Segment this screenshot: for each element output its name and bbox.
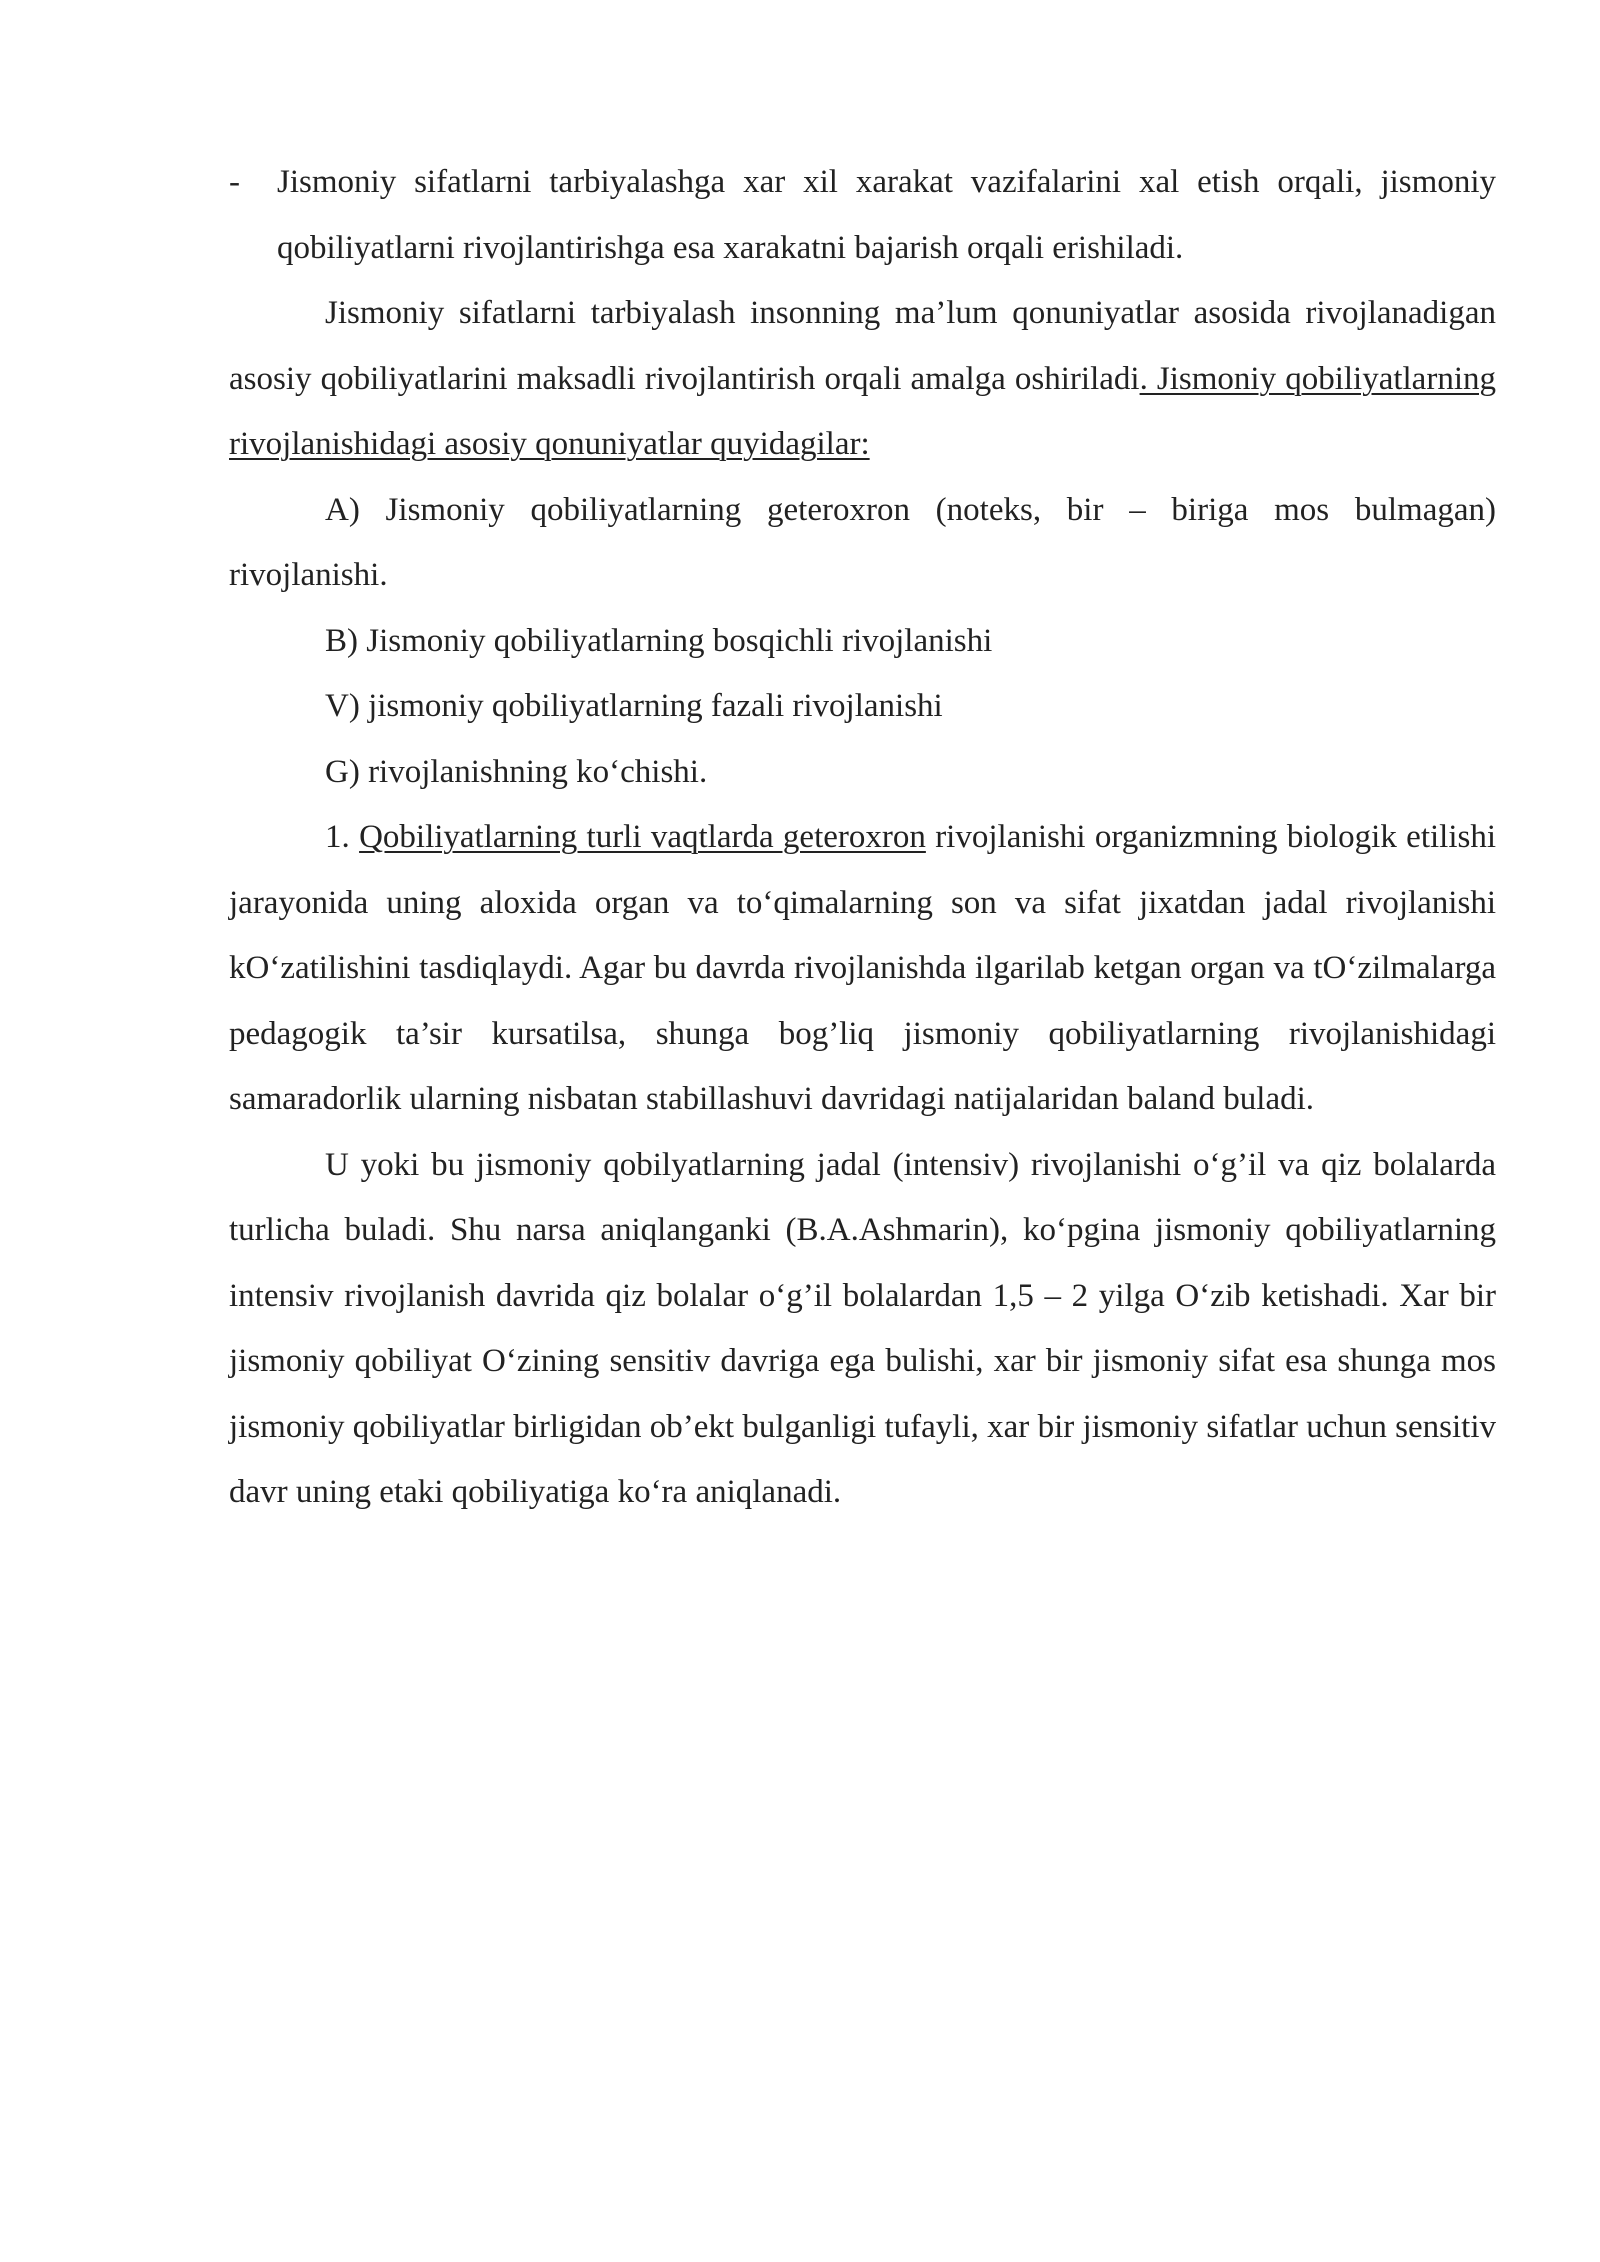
- paragraph-geteroxron: [229, 805, 1496, 1133]
- bullet-item: [229, 150, 1496, 281]
- list-item-g: G) rivojlanishning ko‘chishi.: [325, 753, 708, 790]
- document-page: [229, 150, 1496, 1526]
- bullet-dash: -: [229, 164, 240, 200]
- bullet-text: Jismoniy sifatlarni tarbiyalashga xar xil xarakat vazifalarini xal etish orqali, jismoniy qobiliyatlarni rivojlantirishga esa xarakatni bajarish orqali erishiladi.: [277, 164, 1496, 266]
- paragraph-geteroxron-underlined: Qobiliyatlarning turli vaqtlarda geteroxron: [359, 819, 926, 855]
- paragraph-number: 1.: [325, 819, 360, 855]
- list-item-v: V) jismoniy qobiliyatlarning fazali rivojlanishi: [325, 688, 943, 724]
- list-item-a: A) Jismoniy qobiliyatlarning geteroxron (noteks, bir – biriga mos bulmagan) rivojlanishi.: [229, 491, 1496, 593]
- paragraph-intensiv: U yoki bu jismoniy qobilyatlarning jadal (intensiv) rivojlanishi o‘g’il va qiz bolalarda turlicha buladi. Shu narsa aniqlanganki (B.A.Ashmarin), ko‘pgina jismoniy qobiliyatlarning intensiv rivojlanish davrida qiz bolalar o‘g’il bolalardan 1,5 – 2 yilga O‘zib ketishadi. Xar bir jismoniy qobiliyat O‘zining sensitiv davriga ega bulishi, xar bir jismoniy sifat esa shunga mos jismoniy qobiliyatlar birligidan ob’ekt bulganligi tufayli, xar bir jismoniy sifatlar uchun sensitiv davr uning etaki qobiliyatiga ko‘ra aniqlanadi.: [229, 1146, 1496, 1510]
- paragraph-intro-text: Jismoniy sifatlarni tarbiyalash insonning ma’lum qonuniyatlar asosida rivojlanadigan asosiy qobiliyatlarini maksadli rivojlantirish orqali amalga oshiriladi: [229, 295, 1496, 397]
- list-item-b: B) Jismoniy qobiliyatlarning bosqichli rivojlanishi: [325, 622, 993, 659]
- paragraph-intro: [229, 281, 1496, 478]
- paragraph-geteroxron-text: rivojlanishi organizmning biologik etilishi jarayonida uning aloxida organ va to‘qimalarning son va sifat jixatdan jadal rivojlanishi kO‘zatilishini tasdiqlaydi. Agar bu davrda rivojlanishda ilgarilab ketgan organ va tO‘zilmalarga pedagogik ta’sir kursatilsa, shunga bog’liq jismoniy qobiliyatlarning rivojlanishidagi samaradorlik ularning nisbatan stabillashuvi davridagi natijalaridan baland buladi.: [229, 819, 1497, 1117]
- paragraph-intro-underlined: . Jismoniy qobiliyatlarning rivojlanishidagi asosiy qonuniyatlar quyidagilar:: [229, 360, 1496, 462]
